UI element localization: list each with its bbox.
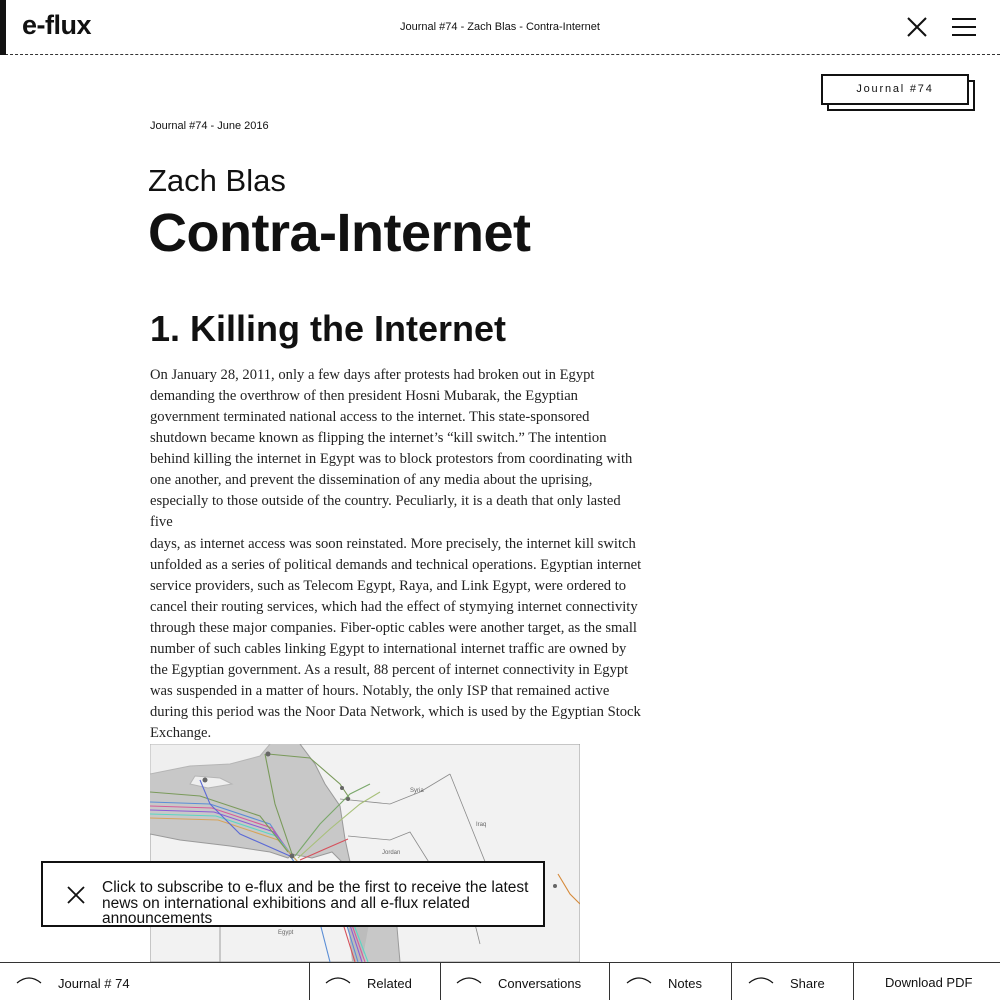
article-author[interactable]: Zach Blas [148, 163, 286, 198]
subscribe-text[interactable]: Click to subscribe to e-flux and be the first to receive the latest news on international exhibitions and all e-flux related announcements [102, 879, 529, 927]
paragraph-line: On January 28, 2011, only a few days after protests had broken out in Egypt [150, 367, 595, 383]
arc-icon [16, 975, 42, 985]
paragraph-line: the Egyptian government. As a result, 88 percent of internet connectivity in Egypt [150, 661, 629, 678]
map-label-iraq: Iraq [476, 822, 487, 828]
footer-related-label: Related [367, 976, 412, 991]
map-label-jordan: Jordan [382, 850, 401, 856]
article-paragraph [150, 365, 646, 744]
paragraph-line: through these major companies. Fiber-optic cables were another target, as the small [150, 619, 637, 636]
download-pdf-button[interactable] [853, 963, 1000, 1000]
menu-icon[interactable] [952, 17, 976, 37]
footer-notes-button[interactable] [609, 963, 732, 1000]
map-label-syria: Syria [410, 788, 424, 794]
footer-journal-label: Journal # 74 [58, 976, 130, 991]
paragraph-line: demanding the overthrow of then president Hosni Mubarak, the Egyptian [150, 388, 578, 405]
submarine-cable-map [150, 744, 580, 962]
paragraph-line: cancel their routing services, which had the effect of stymying internet connectivity [150, 598, 638, 615]
issue-meta[interactable]: Journal #74 - June 2016 [150, 120, 269, 132]
footer-share-label: Share [790, 976, 825, 991]
paragraph-line: days, as internet access was soon reinstated. More precisely, the internet kill switch [150, 535, 636, 552]
arc-icon [456, 975, 482, 985]
section-heading: 1. Killing the Internet [150, 308, 507, 349]
arc-icon [626, 975, 652, 985]
paragraph-line: Exchange. [150, 725, 212, 742]
journal-link-button[interactable]: Journal #74 [821, 74, 969, 105]
article-title: Contra-Internet [148, 203, 531, 263]
footer-share-button[interactable] [731, 963, 854, 1000]
footer-related-button[interactable] [309, 963, 441, 1000]
eflux-logo[interactable]: e-flux [22, 10, 92, 40]
paragraph-line: shutdown became known as flipping the internet’s “kill switch.” The intention [150, 430, 607, 447]
paragraph-line: service providers, such as Telecom Egypt, Raya, and Link Egypt, were ordered to [150, 577, 627, 594]
footer-notes-label: Notes [668, 976, 702, 991]
top-header [0, 0, 1000, 55]
map-label-egypt: Egypt [278, 930, 294, 936]
arc-icon [325, 975, 351, 985]
footer-journal-button[interactable] [0, 963, 310, 1000]
paragraph-line: unfolded as a series of political demands and technical operations. Egyptian internet [150, 556, 642, 573]
download-pdf-label: Download PDF [885, 975, 973, 990]
bottom-toolbar [0, 962, 1000, 1000]
paragraph-line: one another, and prevent the dissemination of any media about the uprising, [150, 472, 593, 489]
subscribe-banner[interactable] [41, 861, 545, 927]
paragraph-line: was suspended in a matter of hours. Notably, the only ISP that remained active [150, 682, 610, 699]
paragraph-line: especially to those outside of the country. Peculiarly, it is a death that only lasted five [150, 493, 621, 531]
close-icon[interactable] [906, 16, 928, 38]
close-icon[interactable] [67, 886, 85, 904]
arc-icon [748, 975, 774, 985]
paragraph-line: government terminated national access to the internet. This state-sponsored [150, 409, 590, 426]
footer-conversations-button[interactable] [440, 963, 610, 1000]
footer-conversations-label: Conversations [498, 976, 582, 991]
paragraph-line: number of such cables linking Egypt to international internet traffic are owned by [150, 640, 627, 657]
header-title: Journal #74 - Zach Blas - Contra-Internet [400, 21, 600, 33]
paragraph-line: behind killing the internet in Egypt was to block protestors from coordinating with [150, 451, 633, 468]
paragraph-line: during this period was the Noor Data Network, which is used by the Egyptian Stock [150, 704, 641, 720]
